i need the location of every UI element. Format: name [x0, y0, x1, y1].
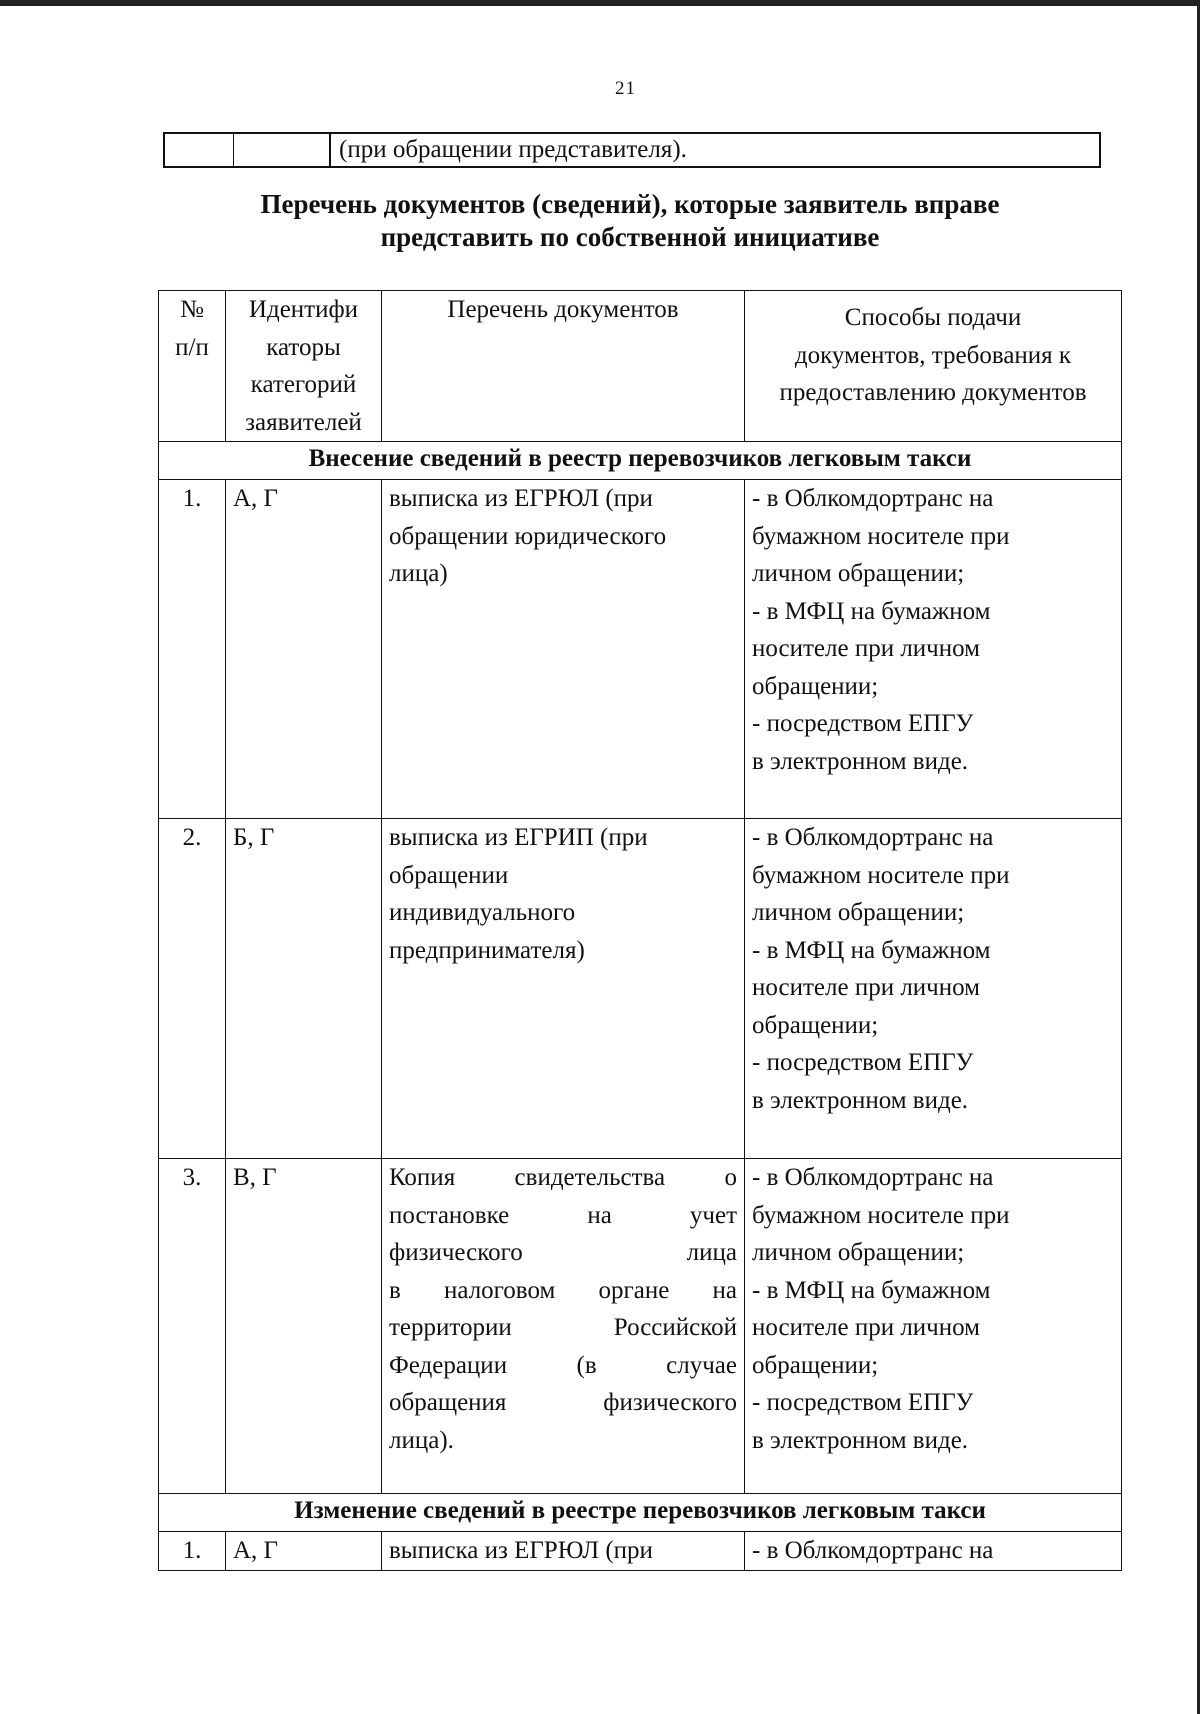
row-ways-line: - в Облкомдортранс на	[752, 485, 994, 512]
section-row	[159, 442, 1122, 480]
row-docs-line: выписка из ЕГРЮЛ (при	[389, 1537, 653, 1564]
row-docs-line: выписка из ЕГРЮЛ (при	[389, 485, 653, 512]
header-num-line: п/п	[175, 333, 209, 361]
row-ways-line: - в МФЦ на бумажном	[752, 1276, 991, 1304]
row-ways-line: обращении;	[752, 672, 879, 700]
header-ways-line: предоставлению документов	[779, 379, 1087, 406]
row-ways-line: носителе при личном	[752, 1314, 980, 1341]
header-ids	[226, 291, 382, 442]
row-docs-line: Копия свидетельства о	[389, 1164, 737, 1191]
row-docs	[382, 1159, 745, 1494]
row-docs-line: индивидуального	[389, 899, 576, 926]
section-title: Изменение сведений в реестре перевозчиков легковым такси	[159, 1494, 1122, 1532]
row-docs-line: обращении юридического	[389, 522, 667, 550]
row-ways	[745, 480, 1122, 819]
row-ways-line: бумажном носителе при	[752, 861, 1010, 889]
row-ways-line: - посредством ЕПГУ	[752, 1389, 974, 1416]
row-ways-line: в электронном виде.	[752, 1086, 969, 1114]
row-ways-line: личном обращении;	[752, 1239, 965, 1266]
row-num: 3.	[159, 1159, 226, 1494]
row-num: 1.	[159, 480, 226, 819]
row-ways-line: обращении;	[752, 1011, 879, 1039]
row-ways-line: - в Облкомдортранс на	[752, 1537, 994, 1564]
row-ways-line: личном обращении;	[752, 899, 965, 926]
header-ways-line: документов, требования к	[794, 341, 1072, 369]
header-ways	[745, 291, 1122, 442]
row-ways-line: бумажном носителе при	[752, 522, 1010, 550]
previous-row-text: (при обращении представителя).	[330, 134, 687, 166]
previous-row-cell-ids	[234, 134, 330, 166]
row-ways	[745, 1532, 1122, 1571]
row-ways	[745, 1159, 1122, 1494]
row-ways-line: в электронном виде.	[752, 747, 969, 775]
table-row	[159, 480, 1122, 819]
row-ways-line: в электронном виде.	[752, 1426, 969, 1454]
heading-line-2: представить по собственной инициативе	[380, 222, 880, 252]
row-ids: А, Г	[226, 1532, 382, 1571]
row-num: 2.	[159, 819, 226, 1159]
row-docs-line: выписка из ЕГРИП (при	[389, 824, 648, 851]
row-docs-line: Федерации (в случае	[389, 1351, 737, 1379]
row-ways-line: - посредством ЕПГУ	[752, 1049, 974, 1076]
header-docs: Перечень документов	[382, 291, 745, 442]
table-header-row	[159, 291, 1122, 442]
previous-row-cell-num	[165, 134, 234, 166]
row-ways-line: носителе при личном	[752, 974, 980, 1001]
row-num: 1.	[159, 1532, 226, 1571]
row-docs-line: постановке на учет	[389, 1201, 737, 1229]
header-ids-line: каторы	[266, 333, 341, 361]
row-docs	[382, 480, 745, 819]
scan-top-edge	[0, 0, 1200, 6]
row-docs	[382, 1532, 745, 1571]
row-docs-line: лица)	[389, 560, 448, 587]
row-docs-line: обращении	[389, 861, 509, 889]
row-ways-line: - в Облкомдортранс на	[752, 824, 994, 851]
heading-line-1: Перечень документов (сведений), которые заявитель вправе	[260, 189, 1000, 219]
row-docs-line: территории Российской	[389, 1314, 737, 1341]
row-ways-line: - в МФЦ на бумажном	[752, 936, 991, 964]
row-docs-line: физического лица	[389, 1239, 737, 1266]
row-ids: А, Г	[226, 480, 382, 819]
row-docs	[382, 819, 745, 1159]
row-ways-line: - в МФЦ на бумажном	[752, 597, 991, 625]
row-ways-line: бумажном носителе при	[752, 1201, 1010, 1229]
section-row	[159, 1494, 1122, 1532]
row-docs-line: обращения физического	[389, 1389, 737, 1416]
section-heading	[160, 188, 1100, 254]
section-title: Внесение сведений в реестр перевозчиков легковым такси	[159, 442, 1122, 480]
row-ways	[745, 819, 1122, 1159]
row-ways-line: обращении;	[752, 1351, 879, 1379]
header-ids-line: категорий	[250, 371, 357, 398]
row-docs-line: предпринимателя)	[389, 936, 585, 964]
header-num	[159, 291, 226, 442]
row-ways-line: носителе при личном	[752, 635, 980, 662]
header-ids-line: заявителей	[245, 408, 362, 436]
row-ways-line: личном обращении;	[752, 560, 965, 587]
row-ways-line: - в Облкомдортранс на	[752, 1164, 994, 1191]
table-row	[159, 819, 1122, 1159]
header-ways-line: Способы подачи	[844, 304, 1022, 331]
header-num-line: №	[180, 296, 204, 323]
row-ways-line: - посредством ЕПГУ	[752, 710, 974, 737]
row-docs-line: в налоговом органе на	[389, 1276, 737, 1304]
row-docs-line: лица).	[389, 1426, 454, 1454]
row-ids: В, Г	[226, 1159, 382, 1494]
header-ids-line: Идентифи	[248, 296, 359, 323]
page-number: 21	[615, 78, 636, 99]
row-ids: Б, Г	[226, 819, 382, 1159]
table-row	[159, 1159, 1122, 1494]
table-row	[159, 1532, 1122, 1571]
documents-table	[158, 290, 1122, 1571]
previous-table-row	[163, 132, 1101, 168]
